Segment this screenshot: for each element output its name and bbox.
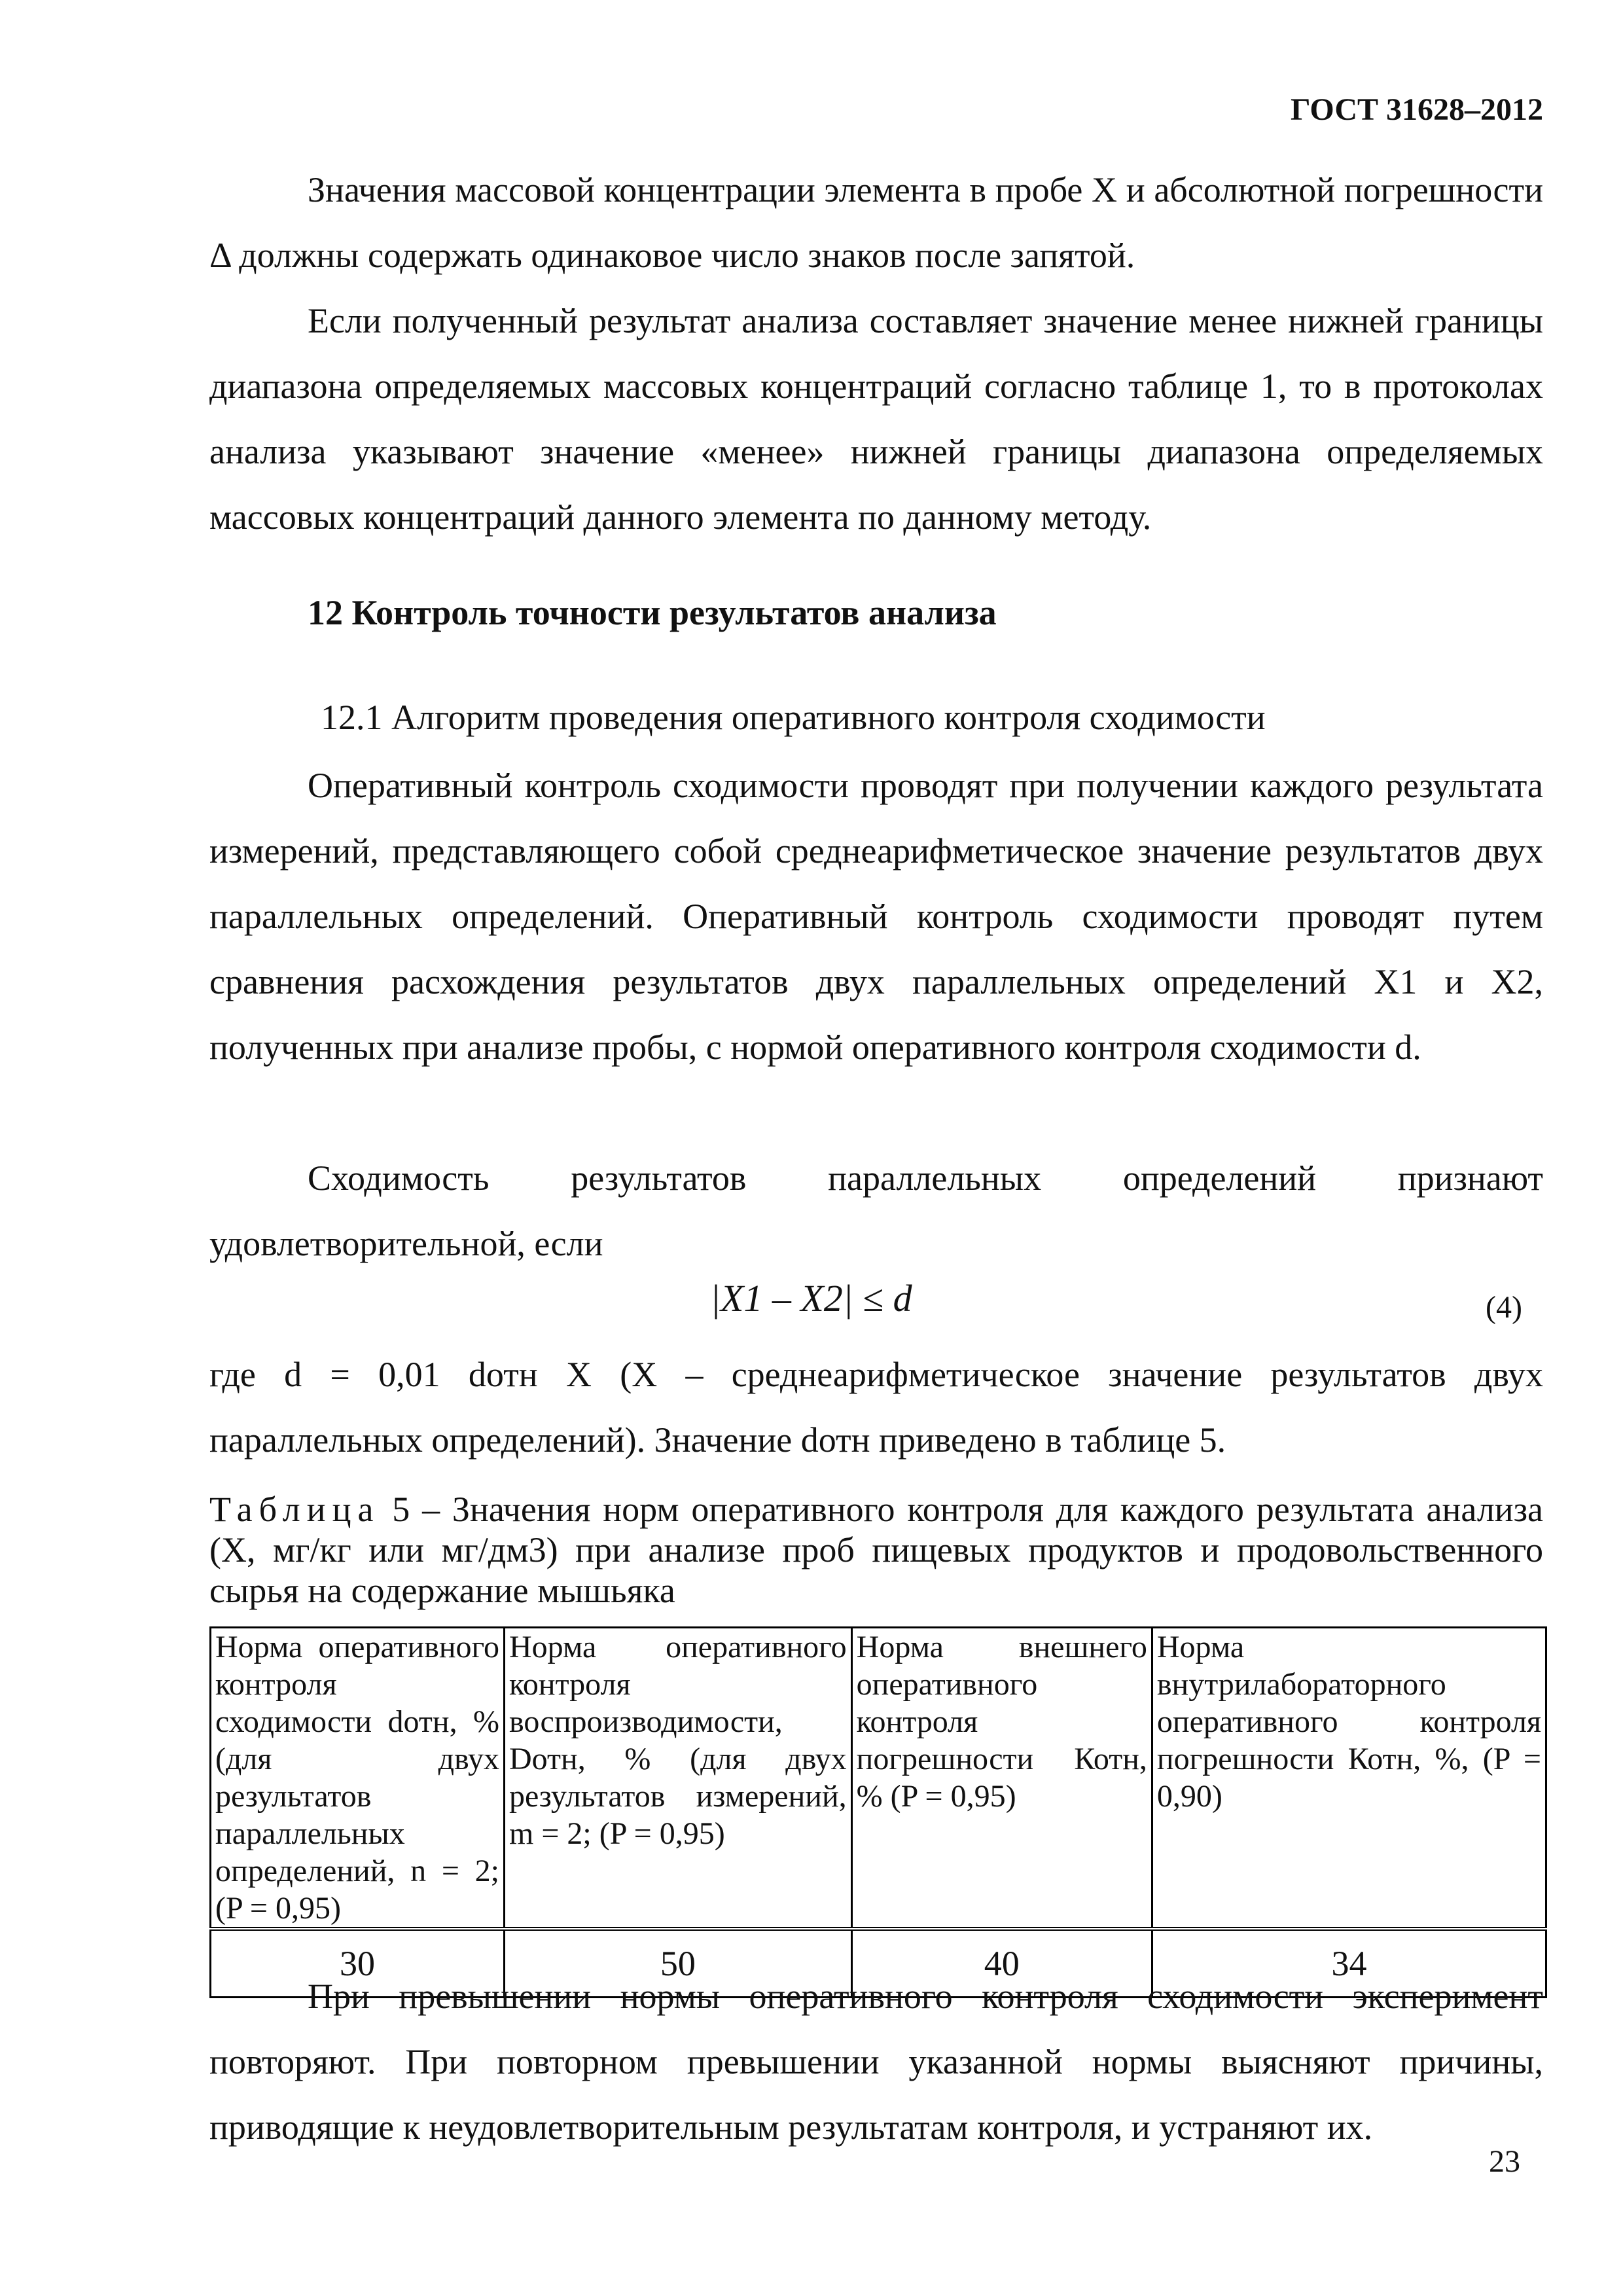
paragraph-2: Если полученный результат анализа составляет значение менее нижней границы диапазона определяемых массовых концентраций согласно таблице 1, то в протоколах анализа указывают значение «менее» нижней границы диапазона определяемых массовых концентраций данного элемента по данному методу. [209, 301, 1543, 537]
subsection-title: 12.1 Алгоритм проведения оперативного контроля сходимости [321, 698, 1266, 737]
section-title: 12 Контроль точности результатов анализа [308, 593, 997, 632]
table-header-cell: Норма оперативного контроля сходимости dотн, % (для двух результатов параллельных определений, n = 2; (P = 0,95) [211, 1628, 505, 1929]
table-cell: 50 [505, 1929, 852, 1998]
document-header: ГОСТ 31628–2012 [1291, 92, 1543, 127]
paragraph-5: где d = 0,01 dотн X (X – среднеарифметическое значение результатов двух параллельных определений). Значение dотн приведено в таблице 5. [209, 1355, 1543, 1460]
paragraph-1: Значения массовой концентрации элемента в пробе X и абсолютной погрешности Δ должны содержать одинаковое число знаков после запятой. [209, 170, 1543, 275]
table-cell: 40 [851, 1929, 1152, 1998]
table-header-cell: Норма оперативного контроля воспроизводимости, Dотн, % (для двух результатов измерений, m = 2; (P = 0,95) [505, 1628, 852, 1929]
table-header-cell: Норма внешнего оперативного контроля погрешности Котн, % (P = 0,95) [851, 1628, 1152, 1929]
table-caption [209, 1489, 1543, 1611]
formula-number: (4) [1486, 1290, 1522, 1325]
table-caption-text: 5 – Значения норм оперативного контроля для каждого результата анализа (X, мг/кг или мг/дм3) при анализе проб пищевых продуктов и продовольственного сырья на содержание мышьяка [209, 1490, 1543, 1610]
table-label: Таблица [209, 1490, 380, 1529]
paragraph-3: Оперативный контроль сходимости проводят при получении каждого результата измерений, представляющего собой среднеарифметическое значение результатов двух параллельных определений. Оперативный контроль сходимости проводят путем сравнения расхождения результатов двух параллельных определений X1 и X2, полученных при анализе пробы, с нормой оперативного контроля сходимости d. [209, 766, 1543, 1067]
norms-table [209, 1626, 1547, 1998]
formula: |X1 – X2| ≤ d [710, 1277, 912, 1319]
table-cell: 34 [1152, 1929, 1546, 1998]
paragraph-4: Сходимость результатов параллельных определений признают удовлетворительной, если [209, 1158, 1543, 1263]
page-number: 23 [1489, 2144, 1520, 2179]
table-cell: 30 [211, 1929, 505, 1998]
paragraph-6: При превышении нормы оперативного контроля сходимости эксперимент повторяют. При повторном превышении указанной нормы выясняют причины, приводящие к неудовлетворительным результатам контроля, и устраняют их. [209, 1977, 1543, 2147]
table-header-cell: Норма внутрилабораторного оперативного контроля погрешности Котн, %, (P = 0,90) [1152, 1628, 1546, 1929]
table-header-row [211, 1628, 1546, 1929]
